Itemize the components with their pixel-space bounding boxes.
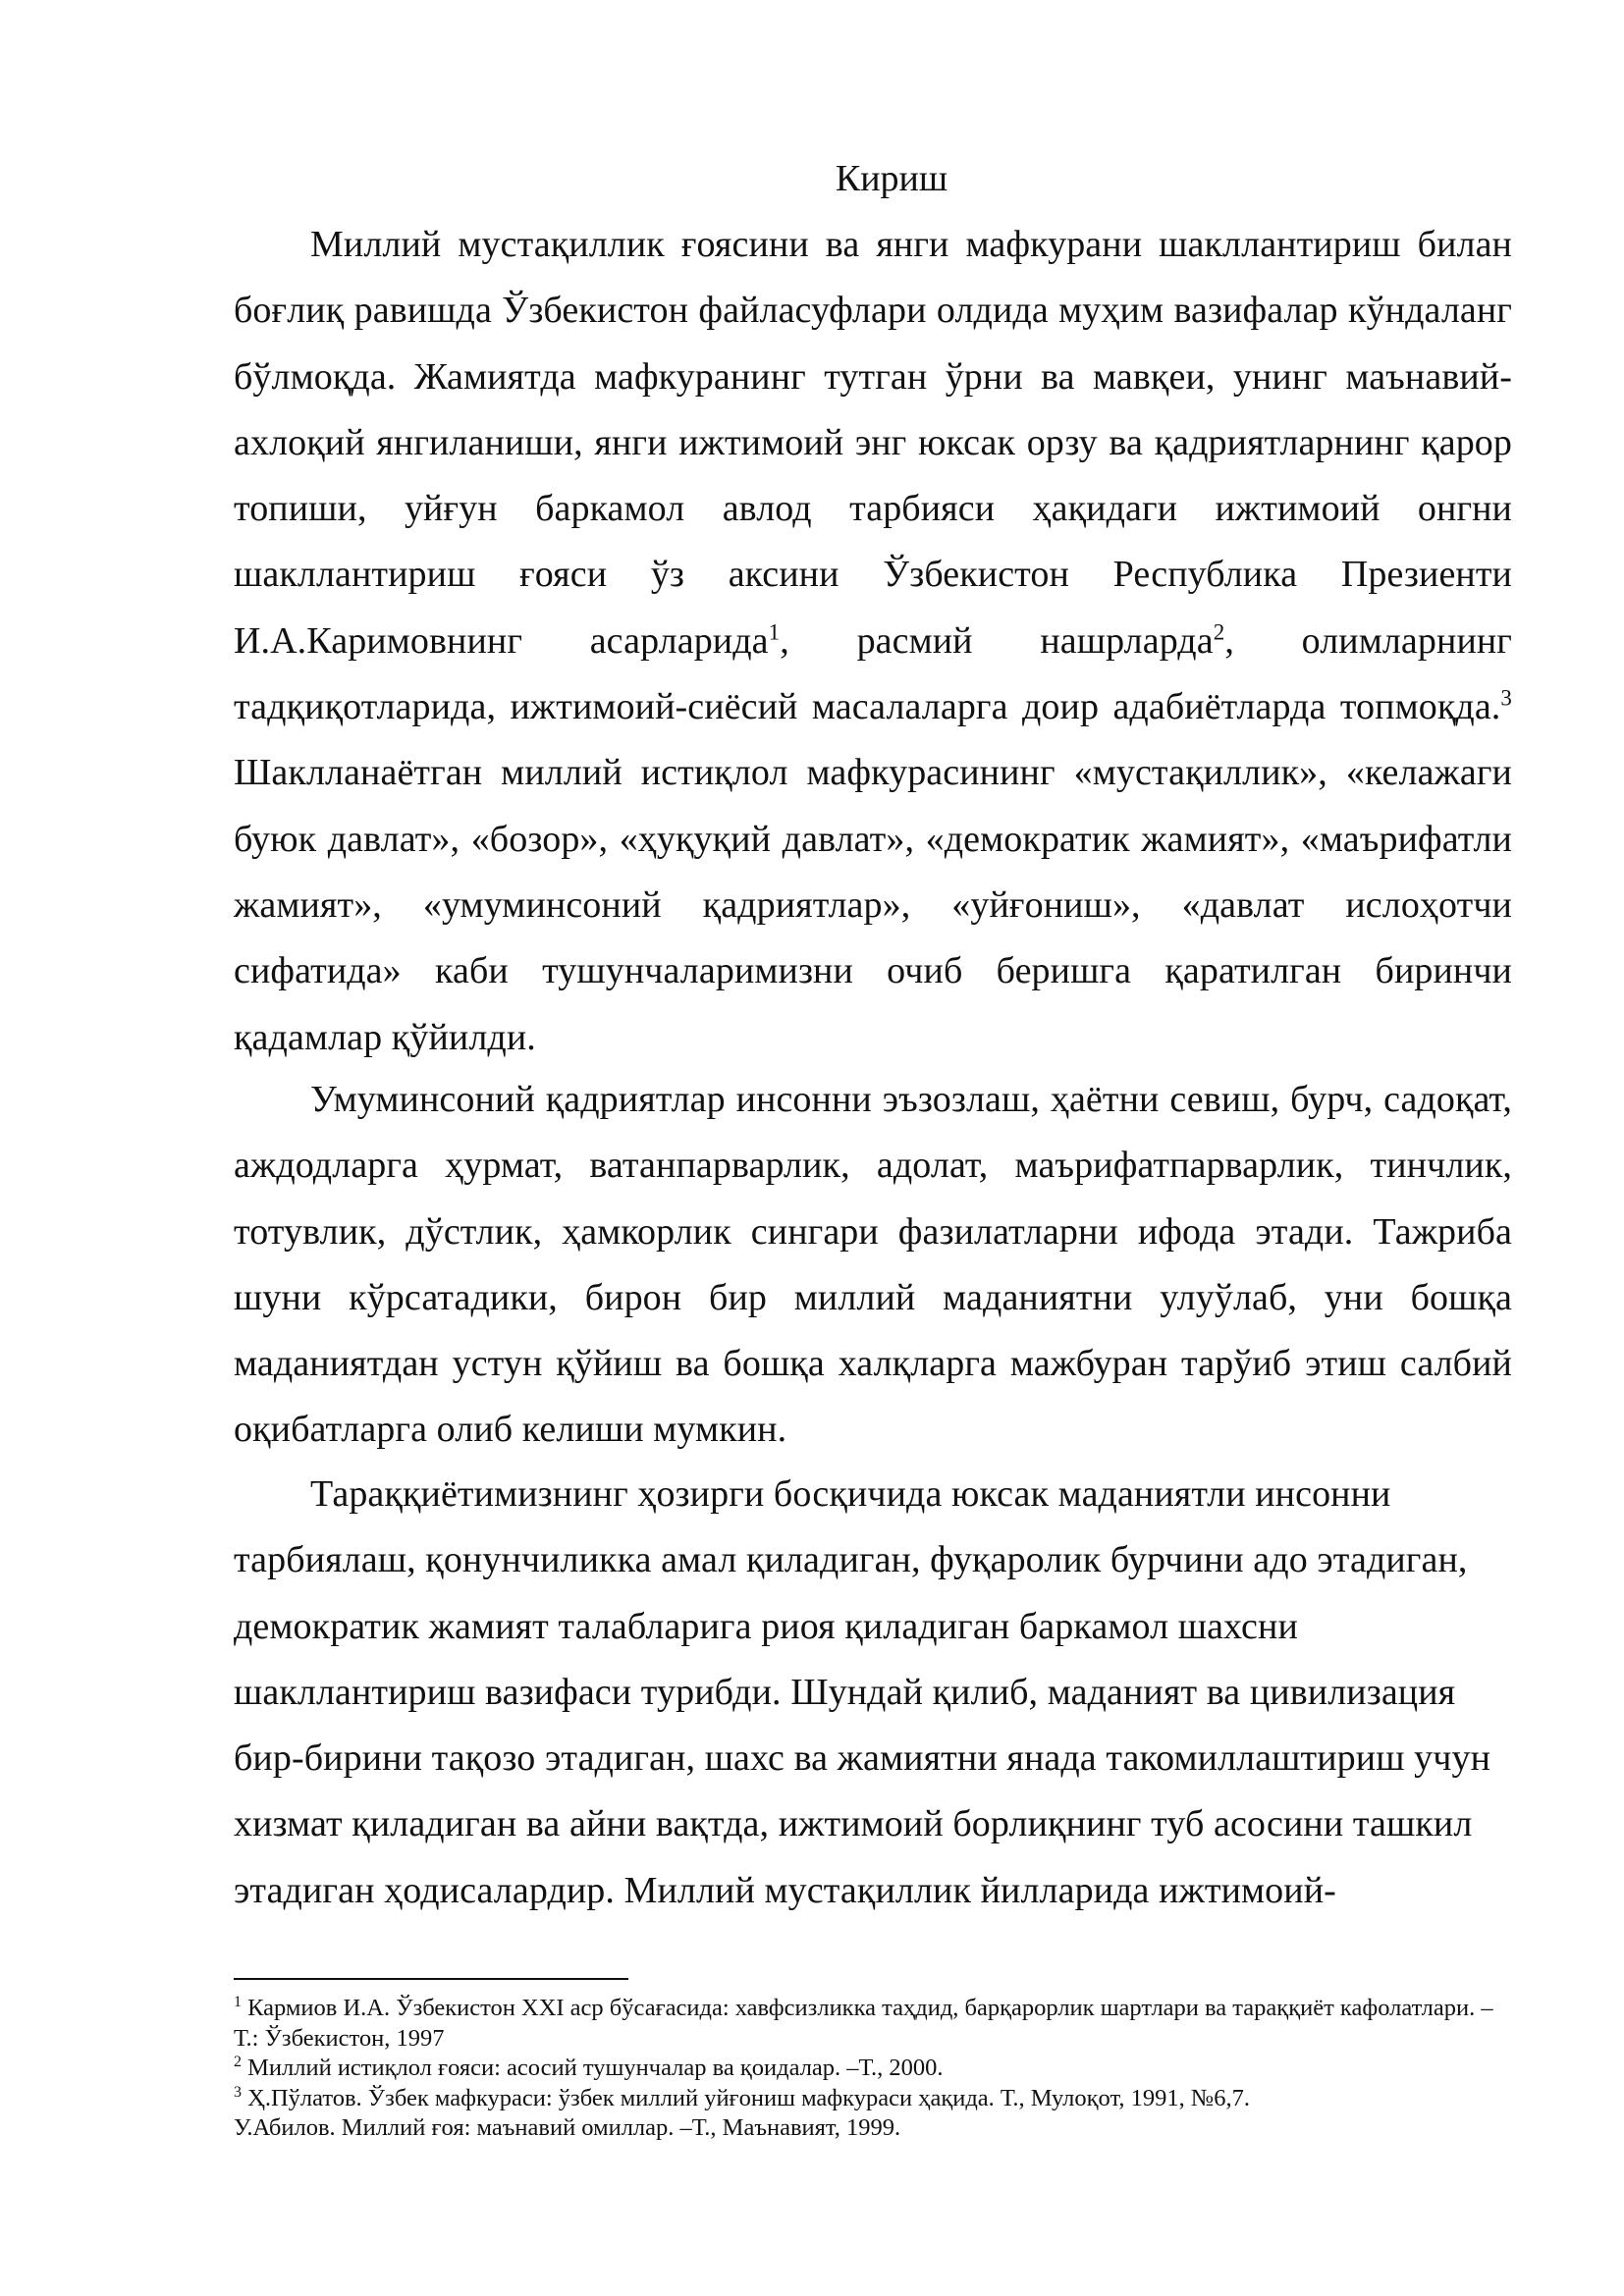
body-paragraph-3-container (234, 1462, 1512, 1924)
footnote-ref: 2 (1213, 619, 1225, 645)
footnote-ref: 1 (768, 619, 781, 645)
paragraph-text: Шаклланаётган миллий истиқлол мафкурасининг «мустақиллик», «келажаги буюк давлат», «бозор», «ҳуқуқий давлат», «демократик жамият», «маърифатли жамият», «умуминсоний қадриятлар», «уйғониш», «давлат ислоҳотчи сифатида» каби тушунчаларимизни очиб беришга қаратилган биринчи қадамлар қўйилди. (234, 752, 1512, 1058)
footnote-text: Кармиов И.А. Ўзбекистон XXI аср бўсағасида: хавфсизликка таҳдид, барқарорлик шартлари ва тараққиёт кафолатлари. –Т.: Ўзбекистон, 1997 (234, 1995, 1493, 2052)
footnotes (234, 1994, 1512, 2144)
paragraph-text: , расмий нашрларда (780, 619, 1214, 662)
footnote (234, 2084, 1512, 2114)
body-paragraph-1-container (234, 212, 1512, 1071)
footnote-text: Ҳ.Пўлатов. Ўзбек мафкураси: ўзбек миллий уйғониш мафкураси ҳақида. Т., Мулоқот, 1991, №6,7. (242, 2084, 1250, 2111)
body-paragraph: Тараққиётимизнинг ҳозирги босқичида юксак маданиятли инсонни тарбиялаш, қонунчиликка амал қиладиган, фуқаролик бурчини адо этадиган, демократик жамият талабларига риоя қиладиган баркамол шахсни шакллантириш вазифаси турибди. Шундай қилиб, маданият ва цивилизация бир-бирини тақозо этадиган, шахс ва жамиятни янада такомиллаштириш учун хизмат қиладиган ва айни вақтда, ижтимоий борлиқнинг туб асосини ташкил этадиган ҳодисалардир. Миллий мустақиллик йилларида ижтимоий- (234, 1473, 1491, 1911)
footnote (234, 2054, 1512, 2084)
footnote-ref: 3 (1500, 685, 1512, 711)
footnote-separator (234, 1978, 628, 1980)
footnote (234, 1994, 1512, 2054)
body-paragraph-2-container (234, 1067, 1512, 1464)
footnote-number: 2 (234, 2053, 242, 2070)
paragraph-text: Миллий мустақиллик ғоясини ва янги мафкурани шакллантириш билан боғлиқ равишда Ўзбекистон файласуфлари олдида муҳим вазифалар кўндаланг бўлмоқда. Жамиятда мафкуранинг тутган ўрни ва мавқеи, унинг маънавий-ахлоқий янгиланиши, янги ижтимоий энг юксак орзу ва қадриятларнинг қарор топиши, уйғун баркамол авлод тарбияси ҳақидаги ижтимоий онгни шакллантириш ғояси ўз аксини Ўзбекистон Республика Презиенти И.А.Каримовнинг асарларида (234, 224, 1512, 662)
page-title: Кириш (835, 158, 948, 199)
footnote-text: Миллий истиқлол ғояси: асосий тушунчалар ва қоидалар. –Т., 2000. (242, 2055, 944, 2081)
footnote-continuation: У.Абилов. Миллий ғоя: маънавий омиллар. –Т., Маънавият, 1999. (234, 2114, 901, 2141)
footnote-number: 1 (234, 1993, 242, 2010)
body-paragraph: Умуминсоний қадриятлар инсонни эъзозлаш, ҳаётни севиш, бурч, садоқат, аждодларга ҳурмат, ватанпарварлик, адолат, маърифатпарварлик, тинчлик, тотувлик, дўстлик, ҳамкорлик сингари фазилатларни ифода этади. Тажриба шуни кўрсатадики, бирон бир миллий маданиятни улуўлаб, уни бошқа маданиятдан устун қўйиш ва бошқа халқларга мажбуран тарўиб этиш салбий оқибатларга олиб келиши мумкин. (234, 1079, 1512, 1451)
footnote-number: 3 (234, 2083, 242, 2101)
body-paragraph (234, 212, 1512, 1071)
paragraph-text: , олимларнинг тадқиқотларида, ижтимоий-сиёсий масалаларга доир адабиётларда топмоқда. (234, 619, 1512, 728)
